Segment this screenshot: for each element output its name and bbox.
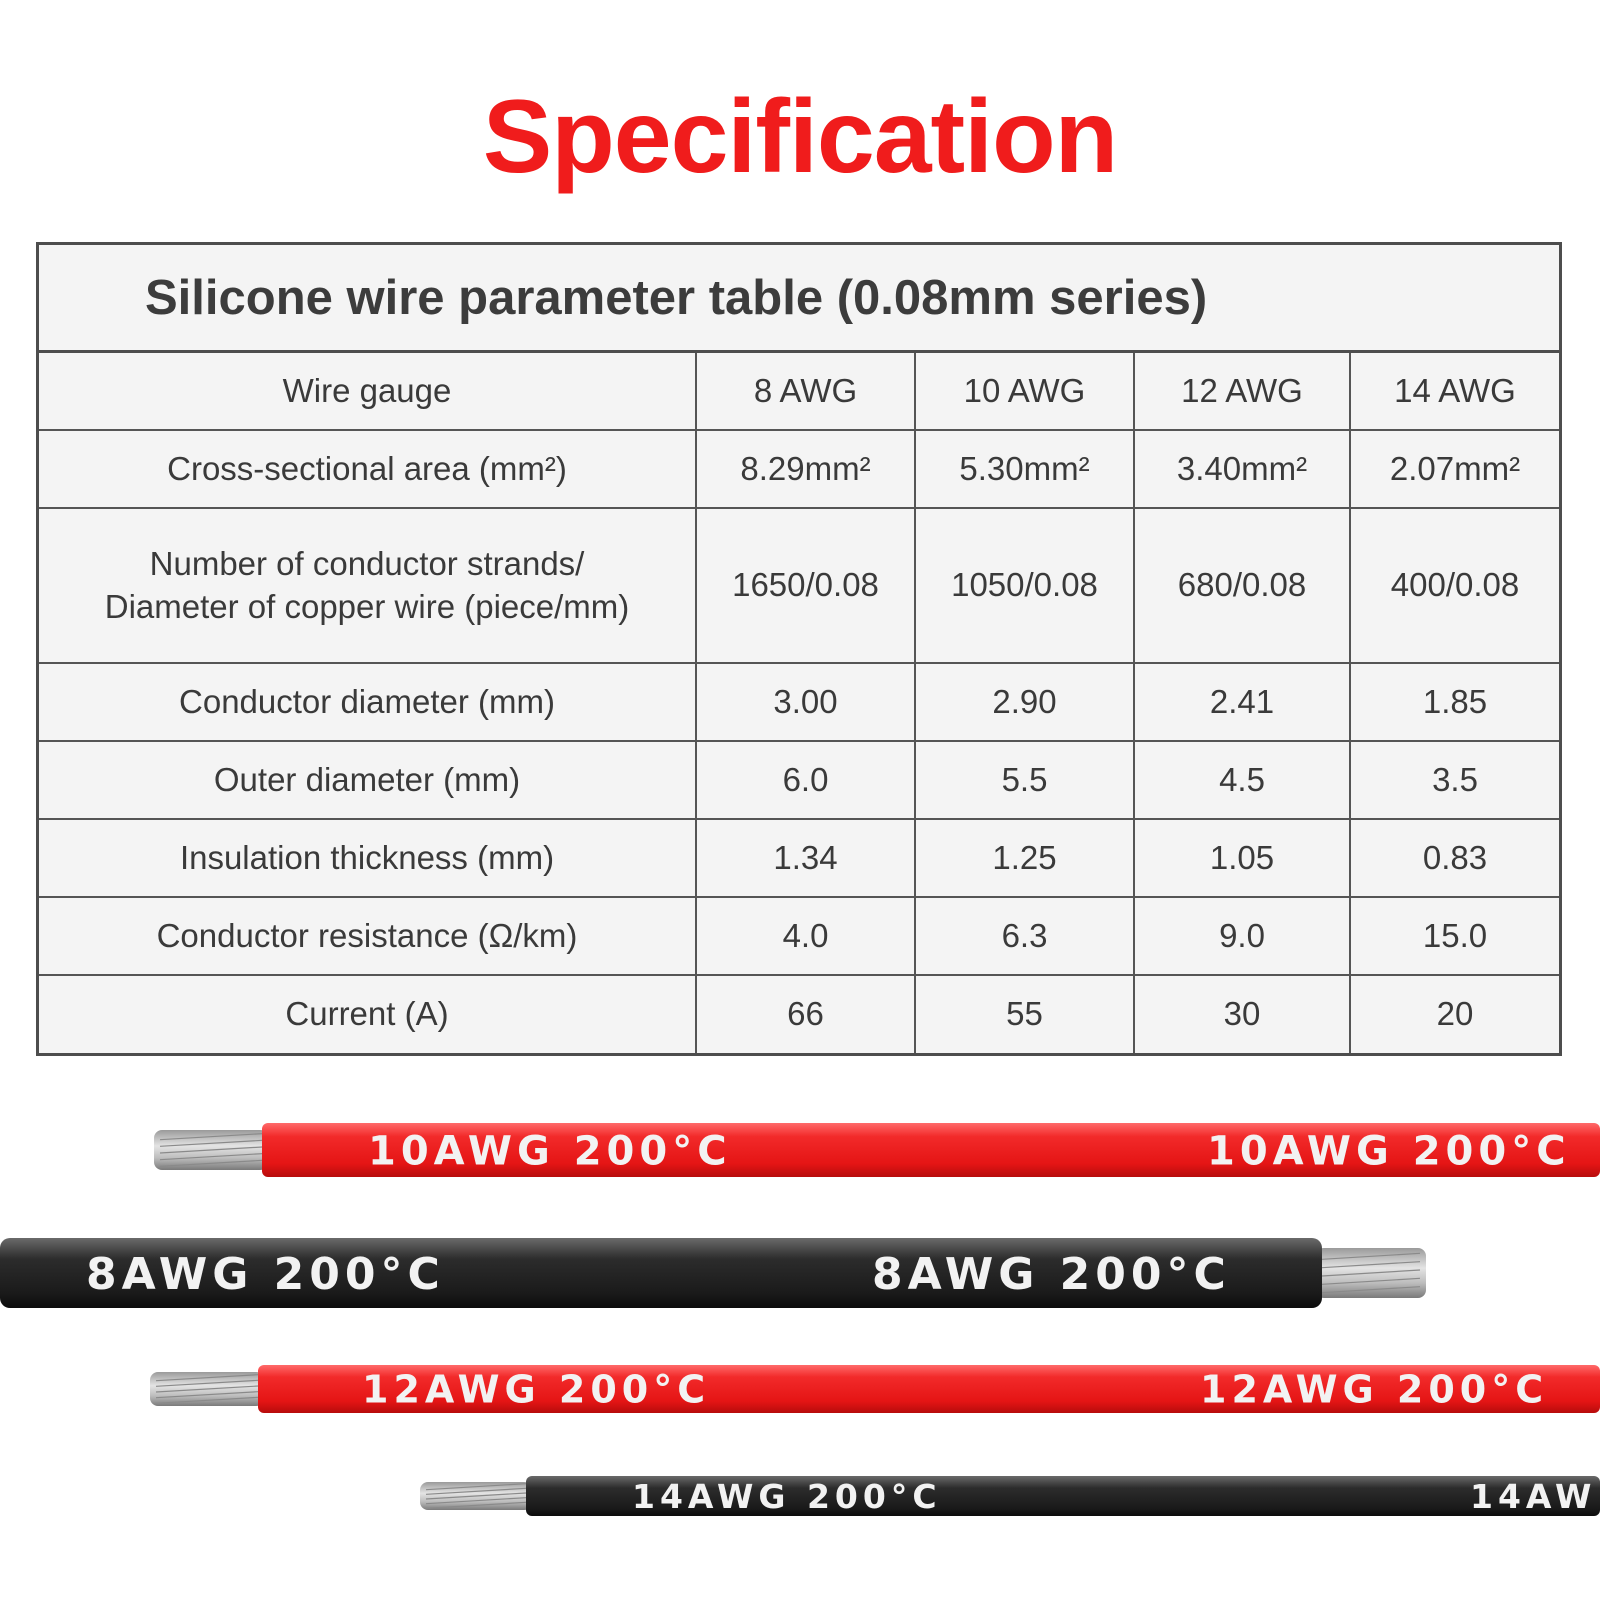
- table-cell: 66: [697, 976, 916, 1053]
- table-cell: 5.5: [916, 742, 1135, 820]
- table-grid: [39, 353, 1559, 1053]
- table-cell: 4.5: [1135, 742, 1351, 820]
- page-title: Specification: [482, 79, 1118, 195]
- table-heading: Silicone wire parameter table (0.08mm series): [39, 245, 1559, 353]
- table-cell: 8.29mm²: [697, 431, 916, 509]
- row-label: Outer diameter (mm): [39, 742, 697, 820]
- table-cell: 680/0.08: [1135, 509, 1351, 664]
- wire-print-label: 12AWG 200°C: [362, 1367, 711, 1412]
- wire-print-label: 8AWG 200°C: [872, 1248, 1231, 1300]
- row-label: Conductor diameter (mm): [39, 664, 697, 742]
- row-label: Insulation thickness (mm): [39, 820, 697, 898]
- row-label: Cross-sectional area (mm²): [39, 431, 697, 509]
- wire-illustration: [0, 1100, 1600, 1600]
- table-cell: 1.25: [916, 820, 1135, 898]
- row-label: Wire gauge: [39, 353, 697, 431]
- wire-red: [150, 1365, 1600, 1413]
- table-cell: 3.40mm²: [1135, 431, 1351, 509]
- table-cell: 3.00: [697, 664, 916, 742]
- wire-print-label: 12AWG 200°C: [1200, 1367, 1549, 1412]
- table-cell: 15.0: [1351, 898, 1559, 976]
- table-cell: 55: [916, 976, 1135, 1053]
- table-cell: 14 AWG: [1351, 353, 1559, 431]
- table-cell: 2.90: [916, 664, 1135, 742]
- table-cell: 8 AWG: [697, 353, 916, 431]
- row-label: Number of conductor strands/ Diameter of copper wire (piece/mm): [39, 509, 697, 664]
- table-cell: 1050/0.08: [916, 509, 1135, 664]
- table-cell: 1.85: [1351, 664, 1559, 742]
- table-cell: 10 AWG: [916, 353, 1135, 431]
- table-cell: 2.07mm²: [1351, 431, 1559, 509]
- table-cell: 4.0: [697, 898, 916, 976]
- table-cell: 1650/0.08: [697, 509, 916, 664]
- table-cell: 20: [1436, 995, 1474, 1033]
- table-cell: 1.05: [1135, 820, 1351, 898]
- wire-black: [0, 1238, 1426, 1308]
- wire-print-label: 14AWG 200°C: [632, 1476, 942, 1516]
- table-cell: 12 AWG: [1135, 353, 1351, 431]
- wire-red: [154, 1123, 1600, 1177]
- wire-black: [420, 1476, 1600, 1516]
- table-cell: 0.83: [1351, 820, 1559, 898]
- wire-print-label: 14AW: [1470, 1476, 1597, 1516]
- table-cell: 6.0: [697, 742, 916, 820]
- table-cell: 6.3: [916, 898, 1135, 976]
- wire-print-label: 10AWG 200°C: [368, 1128, 732, 1175]
- table-cell: 5.30mm²: [916, 431, 1135, 509]
- table-cell: 1.34: [697, 820, 916, 898]
- parameter-table: [36, 242, 1562, 1056]
- table-cell: 30: [1135, 976, 1351, 1053]
- table-cell: 2.41: [1135, 664, 1351, 742]
- wire-print-label: 10AWG 200°C: [1207, 1128, 1571, 1175]
- wire-print-label: 8AWG 200°C: [86, 1248, 445, 1300]
- row-label: Current (A): [39, 976, 697, 1053]
- row-label: Conductor resistance (Ω/km): [39, 898, 697, 976]
- table-cell: 9.0: [1135, 898, 1351, 976]
- table-cell: 400/0.08: [1351, 509, 1559, 664]
- table-cell: 3.5: [1351, 742, 1559, 820]
